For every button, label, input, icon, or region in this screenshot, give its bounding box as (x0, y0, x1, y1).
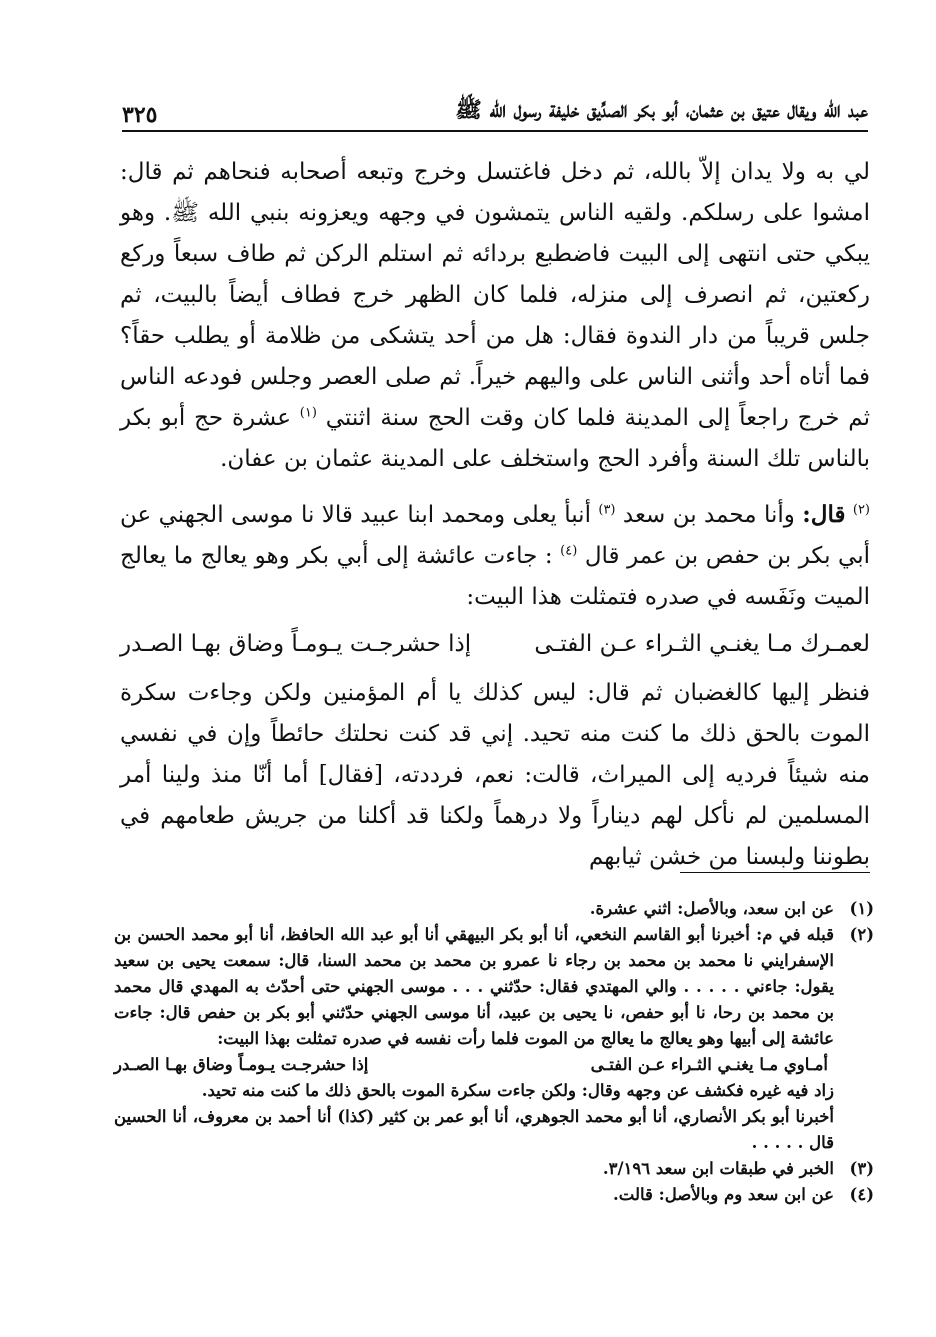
footnote-number: (٢) (849, 925, 874, 944)
running-title: عبد الله ويقال عتيق بن عثمان، أبو بكر الصدِّيق خليفة رسول الله ﷺ (455, 97, 868, 123)
footnote-verse (114, 1052, 828, 1078)
footnote-3 (114, 1156, 874, 1182)
paragraph-3: فنظر إليها كالغضبان ثم قال: ليس كذلك يا أم المؤمنين ولكن وجاءت سكرة الموت بالحق ذلك ما كنت منه تحيد. إني قد كنت نحلتك حائطاً وإن في نفسي منه شيئاً فرديه إلى الميراث، قالت: نعم، فرددته، [فقال] أما أنّا منذ ولينا أمر المسلمين لم نأكل لهم ديناراً ولا درهماً ولكنا قد أكلنا من جريش طعامهم في بطوننا ولبسنا من خشن ثيابهم (120, 680, 870, 870)
paragraph-1-end: عشرة حج أبو بكر بالناس تلك السنة وأفرد الحج واستخلف على المدينة عثمان بن عفان. (120, 405, 870, 472)
footnote-2 (114, 922, 874, 1156)
footnote-ref-4[interactable]: (٤) (560, 543, 578, 559)
paragraph-2-b: أنبأ يعلى ومحمد ابنا عبيد قالا نا موسى الجهني عن أبي بكر بن حفص بن عمر قال (120, 502, 870, 569)
footnote-number: (١) (849, 899, 874, 918)
page-number: ٣٢٥ (122, 102, 158, 128)
footnote-ref-3[interactable]: (٣) (598, 502, 616, 518)
footnote-text: عن ابن سعد، وبالأصل: اثني عشرة. (589, 899, 834, 918)
verse-second-hemistich: إذا حشرجـت يـومـاً وضاق بهـا الصـدر (120, 631, 472, 657)
paragraph-2 (120, 494, 870, 618)
footnote-verse-first: أمـاوي مـا يغنـي الثـراء عـن الفتـى (590, 1055, 828, 1074)
footnote-number: (٤) (849, 1185, 874, 1204)
footnote-1 (114, 896, 874, 922)
verse-first-hemistich: لعمـرك مـا يغنـي الثـراء عـن الفتـى (534, 631, 870, 657)
paragraph-2-a: وأنا محمد بن سعد (622, 502, 795, 528)
footnote-text: الخبر في طبقات ابن سعد ٣/١٩٦. (602, 1159, 834, 1178)
qala-label: قال: (802, 501, 846, 528)
footnotes (114, 896, 874, 1208)
footnote-text: قبله في م: أخبرنا أبو القاسم النخعي، أنا أبو بكر البيهقي أنا أبو عبد الله الحافظ، أنا أبو محمد الحسن بن الإسفرايني نا محمد بن محمد بن رجاء نا عمرو بن محمد بن محمد السنا، قال: سمعت يحيى بن سعيد يقول: جاءني . . . . . والي المهتدي فقال: حدّثني . . . موسى الجهني حتى أحدّث به المهدي قال محمد بن محمد بن رحا، نا أبو حفص، نا يحيى بن عبيد، أنا موسى الجهني حدّثني أبو بكر بن حفص قال: جاءت عائشة إلى أبيها وهو يعالج ما يعالج من الموت فلما رأت نفسه في صدره تمثلت بهذا البيت: (114, 925, 834, 1048)
footnote-ref-2[interactable]: (٢) (852, 502, 870, 518)
footnote-verse-second: إذا حشرجـت يـومـاً وضاق بهـا الصـدر (114, 1055, 369, 1074)
footnote-number: (٣) (849, 1159, 874, 1178)
paragraph-1 (120, 152, 870, 480)
footnote-ref-1[interactable]: (١) (299, 405, 317, 421)
footnote-text: عن ابن سعد وم وبالأصل: قالت. (613, 1185, 834, 1204)
paragraph-2-c: : جاءت عائشة إلى أبي بكر وهو يعالج ما يعالج الميت ونَفَسه في صدره فتمثلت هذا البيت: (120, 543, 870, 610)
paragraph-1-text: لي به ولا يدان إلاّ بالله، ثم دخل فاغتسل وخرج وتبعه أصحابه فنحاهم ثم قال: امشوا على رسلكم. ولقيه الناس يتمشون في وجهه ويعزونه بنبي الله ﷺ. وهو يبكي حتى انتهى إلى البيت فاضطبع بردائه ثم استلم الركن ثم طاف سبعاً وركع ركعتين، ثم انصرف إلى منزله، فلما كان الظهر خرج فطاف أيضاً بالبيت، ثم جلس قريباً من دار الندوة فقال: هل من أحد يتشكى من ظلامة أو يطلب حقاً؟ فما أتاه أحد وأثنى الناس على واليهم خيراً. ثم صلى العصر وجلس فودعه الناس ثم خرج راجعاً إلى المدينة فلما كان وقت الحج سنة اثنتي (120, 159, 870, 431)
poem-verse (120, 624, 870, 665)
footnote-text-continued: زاد فيه غيره فكشف عن وجهه وقال: ولكن جاءت سكرة الموت بالحق ذلك ما كنت منه تحيد. (201, 1081, 834, 1100)
main-text (120, 152, 870, 878)
header-rule (122, 130, 868, 132)
footnote-separator (680, 872, 870, 873)
footnote-4 (114, 1182, 874, 1208)
footnote-text-isnad: أخبرنا أبو بكر الأنصاري، أنا أبو محمد الجوهري، أنا أبو عمر بن كثير (كذا) أنا أحمد بن معروف، أنا الحسين قال . . . . . (114, 1107, 834, 1152)
page-header (122, 86, 868, 128)
